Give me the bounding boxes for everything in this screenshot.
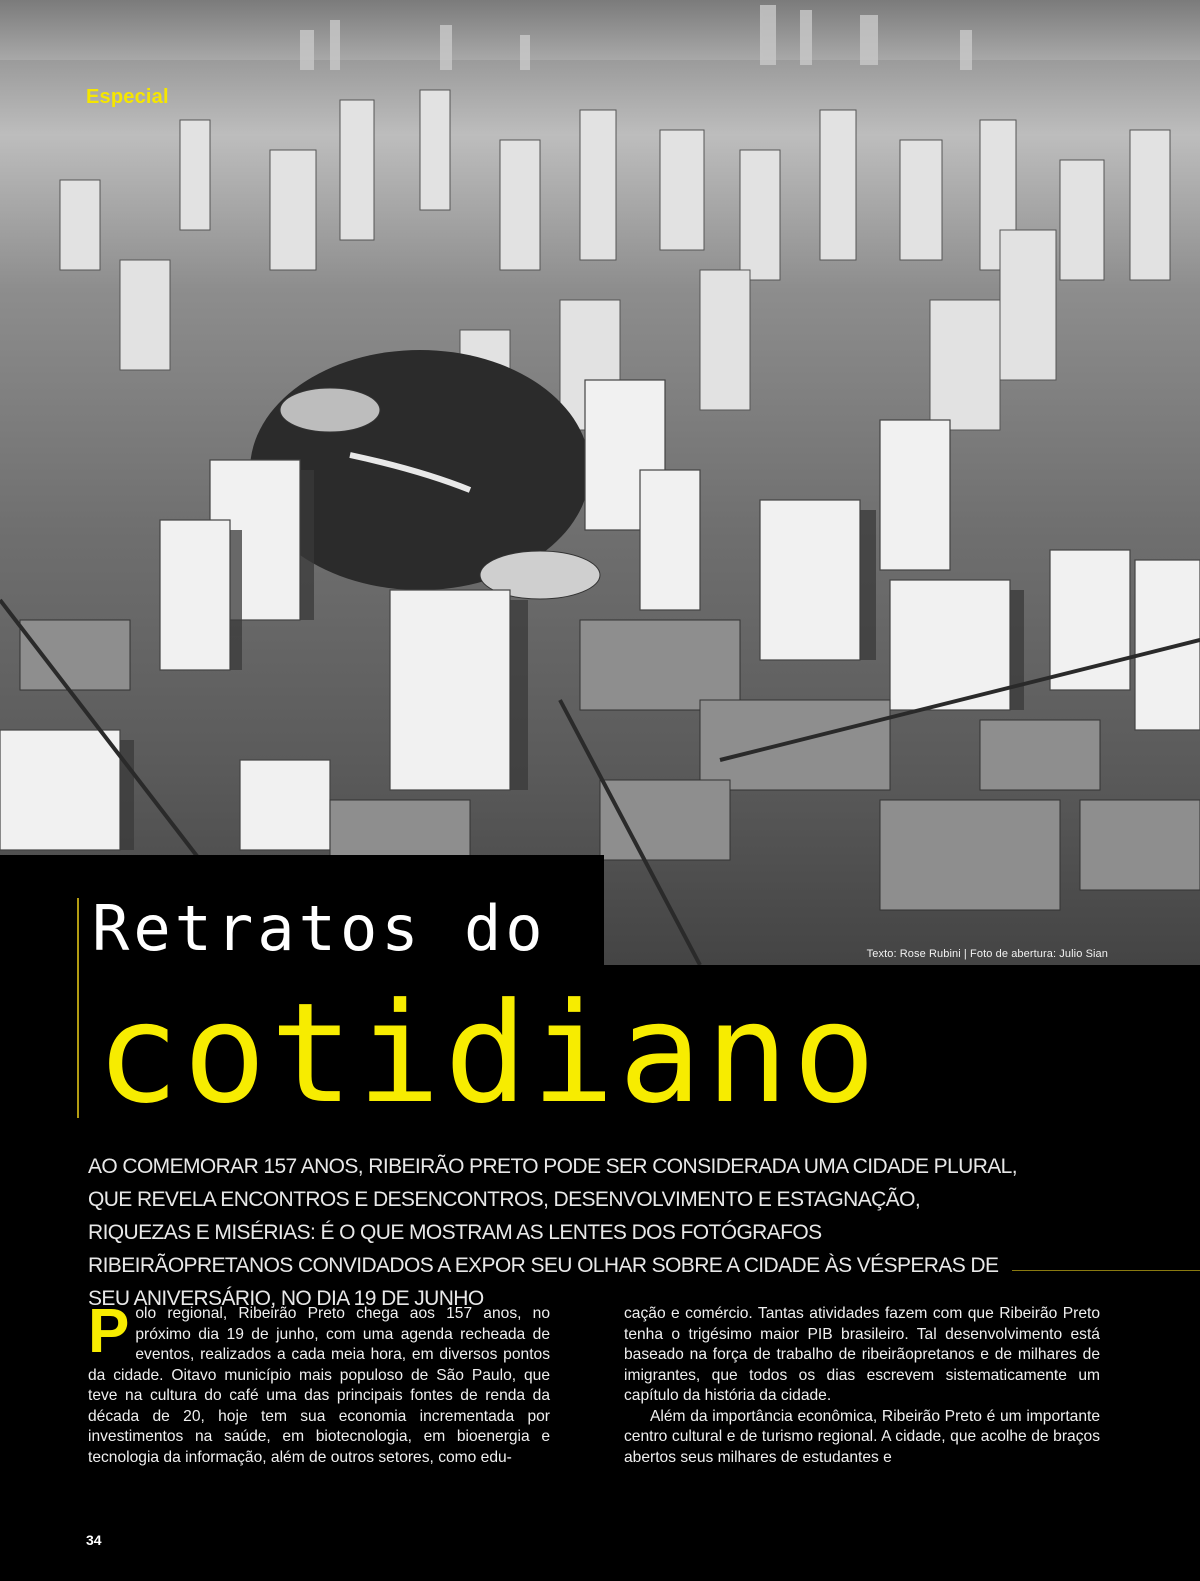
title-line-1: Retratos do (92, 892, 547, 965)
title-accent-rule (77, 898, 79, 1118)
body-text-col1: olo regional, Ribeirão Preto chega aos 157 anos, no próximo dia 19 de junho, com uma agenda recheada de eventos, realizados a cada meia hora, em diversos pontos da cidade. Oitavo município mais populoso de São Paulo, que teve na cultura do café uma das principais fontes de renda da década de 20, hoje tem sua economia incrementada por investimentos na saúde, em biotecnologia, em bioenergia e tecnologia da informação, além de outros setores, como edu- (88, 1305, 550, 1466)
body-text-col2-p1: cação e comércio. Tantas atividades fazem com que Ribeirão Preto tenha o trigésimo maior PIB brasileiro. Tal desenvolvimento está baseado na força de trabalho de ribeirãopretanos e de milhares de imigrantes, que todos os dias escrevem sistematicamente um capítulo da história da cidade. (624, 1305, 1100, 1404)
page-number: 34 (86, 1532, 102, 1548)
drop-cap: P (88, 1297, 130, 1366)
lead-paragraph: AO COMEMORAR 157 ANOS, RIBEIRÃO PRETO PODE SER CONSIDERADA UMA CIDADE PLURAL, QUE REVELA ENCONTROS E DESENCONTROS, DESENVOLVIMENTO E ESTAGNAÇÃO, RIQUEZAS E MISÉRIAS: É O QUE MOSTRAM AS LENTES DOS FOTÓGRAFOS RIBEIRÃOPRETANOS CONVIDADOS A EXPOR SEU OLHAR SOBRE A CIDADE ÀS VÉSPERAS DE SEU ANIVERSÁRIO, NO DIA 19 DE JUNHO (88, 1155, 1017, 1310)
body-column-1 (88, 1297, 550, 1468)
body-column-2 (624, 1304, 1100, 1468)
section-label: Especial (86, 86, 169, 108)
body-text-col2-p2: Além da importância econômica, Ribeirão Preto é um importante centro cultural e de turismo regional. A cidade, que acolhe de braços abertos seus milhares de estudantes e (624, 1407, 1100, 1466)
photo-credit: Texto: Rose Rubini | Foto de abertura: Julio Sian (866, 948, 1108, 960)
lead-rule (1012, 1270, 1200, 1271)
title-line-2: cotidiano (96, 973, 880, 1134)
